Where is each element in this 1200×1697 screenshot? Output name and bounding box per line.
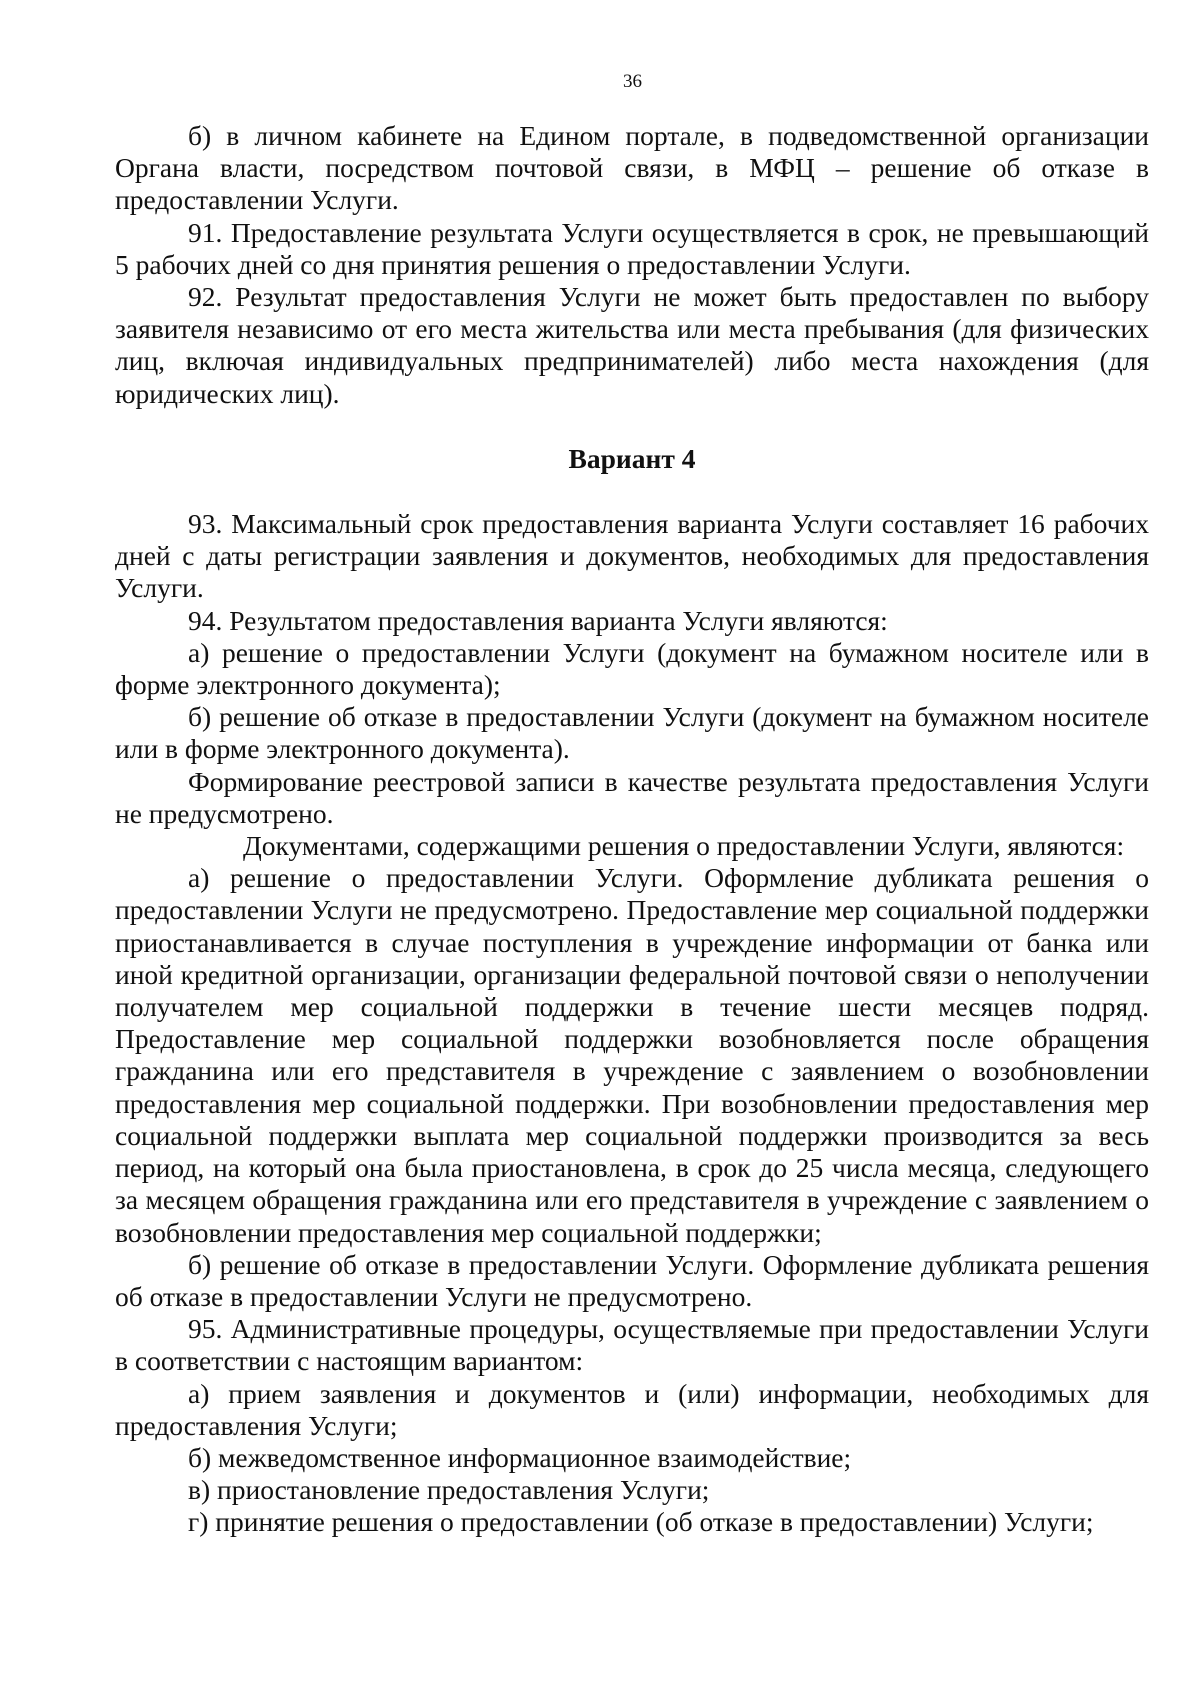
- paragraph-94-a: а) решение о предоставлении Услуги (документ на бумажном носителе или в форме электронного документа);: [115, 636, 1149, 701]
- paragraph-decision-b: б) решение об отказе в предоставлении Услуги. Оформление дубликата решения об отказе в предоставлении Услуги не предусмотрено.: [115, 1248, 1149, 1312]
- paragraph-91: 91. Предоставление результата Услуги осуществляется в срок, не превышающий 5 рабочих дней со дня принятия решения о предоставлении Услуги.: [115, 216, 1149, 280]
- paragraph-b-refusal-delivery: б) в личном кабинете на Едином портале, в подведомственной организации Органа власти, посредством почтовой связи, в МФЦ – решение об отказе в предоставлении Услуги.: [115, 120, 1149, 216]
- paragraph-94: 94. Результатом предоставления варианта Услуги являются:: [188, 604, 888, 636]
- paragraph-95-v: в) приостановление предоставления Услуги;: [188, 1474, 710, 1506]
- paragraph-95-b: б) межведомственное информационное взаимодействие;: [188, 1441, 852, 1473]
- document-body: [115, 120, 1149, 1539]
- page-number: 36: [623, 71, 642, 92]
- paragraph-95-a: а) прием заявления и документов и (или) информации, необходимых для предоставления Услуги;: [115, 1377, 1149, 1441]
- paragraph-95-g: г) принятие решения о предоставлении (об отказе в предоставлении) Услуги;: [188, 1506, 1094, 1538]
- paragraph-registry-record: Формирование реестровой записи в качестве результата предоставления Услуги не предусмотрено.: [115, 765, 1149, 829]
- section-heading-variant-4: Вариант 4: [568, 442, 696, 474]
- paragraph-92: 92. Результат предоставления Услуги не может быть предоставлен по выбору заявителя независимо от его места жительства или места пребывания (для физических лиц, включая индивидуальных предпринимателей) либо места нахождения (для юридических лиц).: [115, 281, 1149, 409]
- paragraph-95: 95. Административные процедуры, осуществляемые при предоставлении Услуги в соответствии с настоящим вариантом:: [115, 1313, 1149, 1377]
- paragraph-decision-a: а) решение о предоставлении Услуги. Оформление дубликата решения о предоставлении Услуги не предусмотрено. Предоставление мер социальной поддержки приостанавливается в случае поступления в учреждение информации от банка или иной кредитной организации, организации федеральной почтовой связи о неполучении получателем мер социальной поддержки в течение шести месяцев подряд. Предоставление мер социальной поддержки возобновляется после обращения гражданина или его представителя в учреждение с заявлением о возобновлении предоставления мер социальной поддержки. При возобновлении предоставления мер социальной поддержки выплата мер социальной поддержки производится за весь период, на который она была приостановлена, в срок до 25 числа месяца, следующего за месяцем обращения гражданина или его представителя в учреждение с заявлением о возобновлении предоставления мер социальной поддержки;: [115, 862, 1149, 1248]
- paragraph-94-b: б) решение об отказе в предоставлении Услуги (документ на бумажном носителе или в форме электронного документа).: [115, 701, 1149, 765]
- paragraph-decision-documents: Документами, содержащими решения о предоставлении Услуги, являются:: [243, 830, 1125, 862]
- paragraph-93: 93. Максимальный срок предоставления варианта Услуги составляет 16 рабочих дней с даты регистрации заявления и документов, необходимых для предоставления Услуги.: [115, 508, 1149, 604]
